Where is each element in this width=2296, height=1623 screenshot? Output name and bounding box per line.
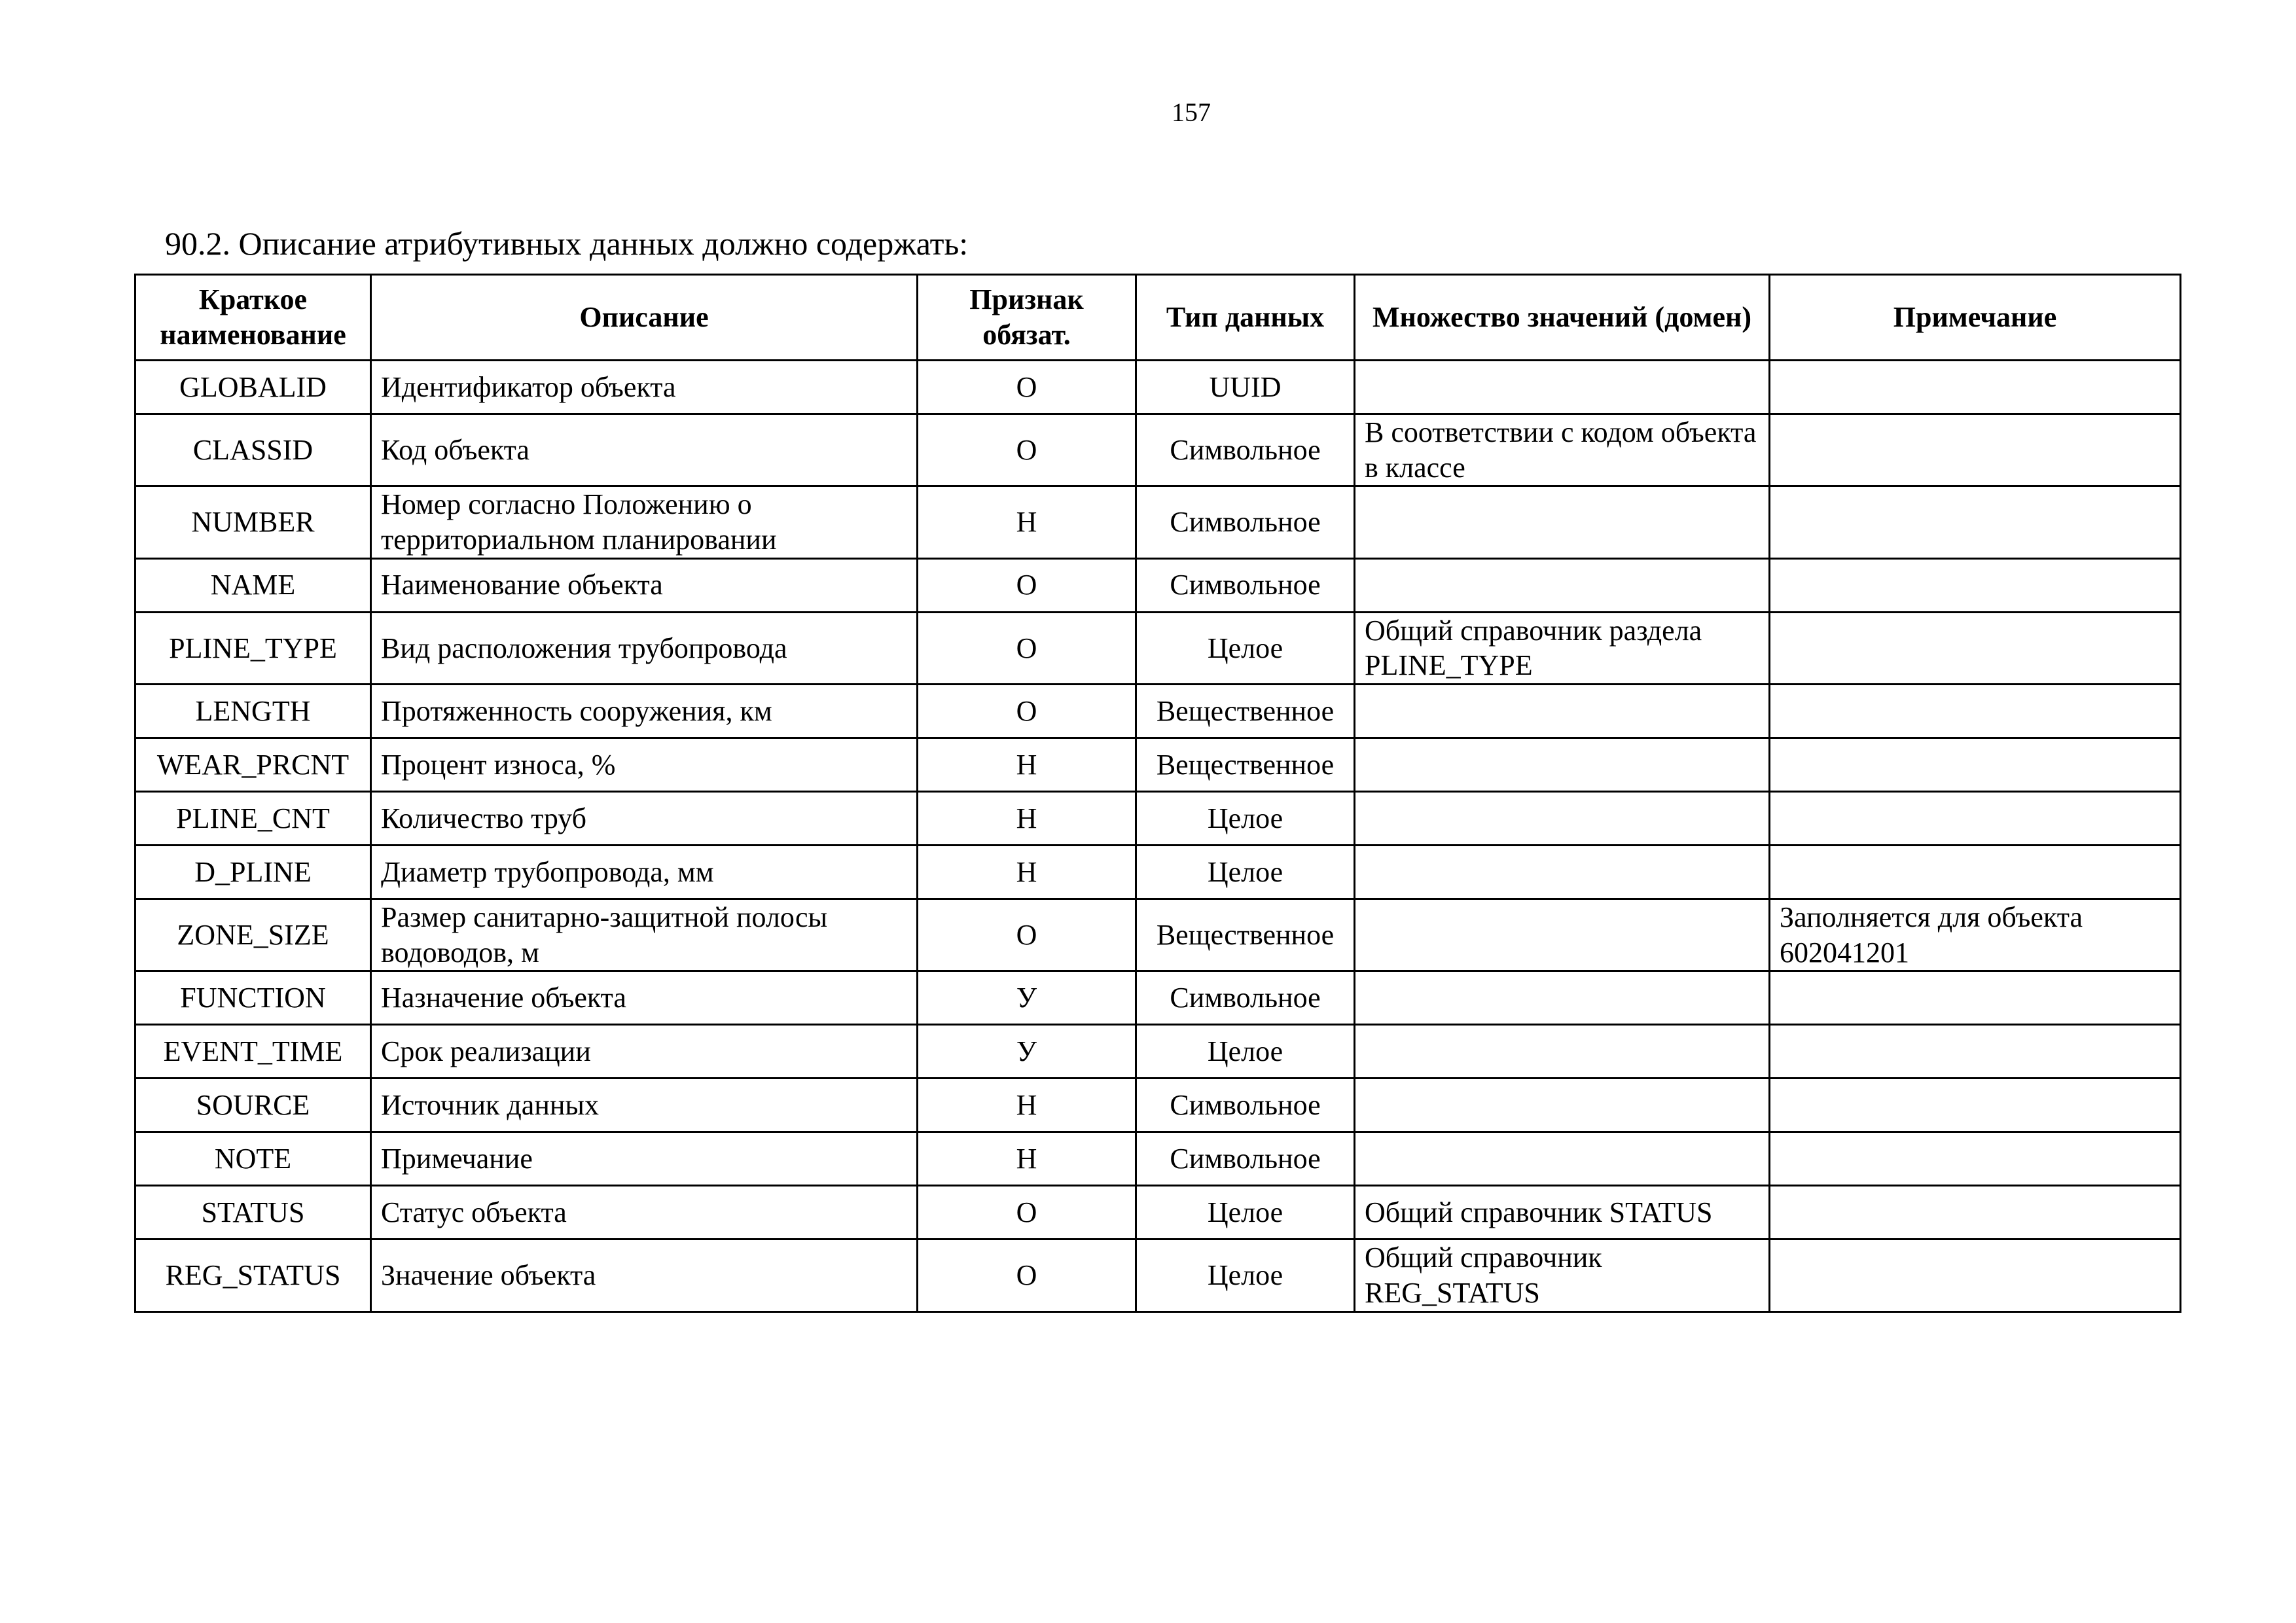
cell-note [1770,558,2181,612]
header-type: Тип данных [1136,275,1355,361]
table-row [135,738,2181,792]
cell-domain [1355,685,1770,738]
cell-required: У [918,971,1136,1025]
cell-type: Целое [1136,1025,1355,1079]
cell-type: Целое [1136,846,1355,899]
cell-domain [1355,1025,1770,1079]
cell-type: Символьное [1136,1132,1355,1186]
cell-type: Вещественное [1136,738,1355,792]
cell-note [1770,1025,2181,1079]
cell-required: Н [918,1132,1136,1186]
cell-domain [1355,792,1770,846]
cell-domain: Общий справочник раздела PLINE_TYPE [1355,612,1770,684]
cell-name: LENGTH [135,685,371,738]
cell-description: Процент износа, % [371,738,918,792]
cell-domain [1355,486,1770,558]
cell-note: Заполняется для объекта 602041201 [1770,899,2181,971]
cell-description: Номер согласно Положению о территориальном планировании [371,486,918,558]
table-header-row [135,275,2181,361]
cell-required: Н [918,792,1136,846]
cell-required: Н [918,1079,1136,1132]
table-row [135,361,2181,414]
cell-name: PLINE_CNT [135,792,371,846]
table-row [135,1132,2181,1186]
cell-type: Целое [1136,1240,1355,1311]
table-body [135,361,2181,1312]
cell-domain [1355,971,1770,1025]
cell-required: О [918,899,1136,971]
cell-name: SOURCE [135,1079,371,1132]
cell-required: О [918,414,1136,486]
cell-required: О [918,1240,1136,1311]
header-required: Признак обязат. [918,275,1136,361]
cell-description: Срок реализации [371,1025,918,1079]
cell-domain [1355,558,1770,612]
cell-domain [1355,899,1770,971]
cell-type: Целое [1136,792,1355,846]
cell-type: Вещественное [1136,685,1355,738]
cell-description: Диаметр трубопровода, мм [371,846,918,899]
cell-type: Символьное [1136,486,1355,558]
cell-type: Символьное [1136,558,1355,612]
cell-name: NAME [135,558,371,612]
cell-name: WEAR_PRCNT [135,738,371,792]
cell-domain [1355,1132,1770,1186]
cell-description: Статус объекта [371,1186,918,1240]
attributes-table [134,274,2181,1313]
cell-name: FUNCTION [135,971,371,1025]
cell-required: О [918,1186,1136,1240]
table-row [135,1186,2181,1240]
cell-description: Размер санитарно-защитной полосы водоводов, м [371,899,918,971]
cell-note [1770,1132,2181,1186]
cell-domain [1355,1079,1770,1132]
cell-description: Источник данных [371,1079,918,1132]
cell-description: Количество труб [371,792,918,846]
table-row [135,414,2181,486]
cell-type: Вещественное [1136,899,1355,971]
cell-note [1770,971,2181,1025]
cell-note [1770,1186,2181,1240]
cell-required: У [918,1025,1136,1079]
cell-type: Целое [1136,612,1355,684]
table-row [135,486,2181,558]
table-row [135,846,2181,899]
header-name: Краткое наименование [135,275,371,361]
cell-name: CLASSID [135,414,371,486]
cell-domain: В соответствии с кодом объекта в классе [1355,414,1770,486]
cell-description: Назначение объекта [371,971,918,1025]
table-row [135,899,2181,971]
cell-note [1770,792,2181,846]
cell-note [1770,361,2181,414]
table-row [135,792,2181,846]
cell-description: Вид расположения трубопровода [371,612,918,684]
cell-required: Н [918,486,1136,558]
cell-required: О [918,612,1136,684]
header-description: Описание [371,275,918,361]
cell-required: О [918,558,1136,612]
cell-note [1770,486,2181,558]
cell-note [1770,1079,2181,1132]
table-row [135,685,2181,738]
cell-name: NUMBER [135,486,371,558]
cell-domain: Общий справочник REG_STATUS [1355,1240,1770,1311]
header-note: Примечание [1770,275,2181,361]
cell-note [1770,414,2181,486]
cell-name: PLINE_TYPE [135,612,371,684]
cell-name: GLOBALID [135,361,371,414]
cell-name: EVENT_TIME [135,1025,371,1079]
cell-required: О [918,685,1136,738]
cell-description: Примечание [371,1132,918,1186]
cell-note [1770,1240,2181,1311]
cell-required: О [918,361,1136,414]
cell-domain [1355,361,1770,414]
cell-name: ZONE_SIZE [135,899,371,971]
header-domain: Множество значений (домен) [1355,275,1770,361]
cell-name: STATUS [135,1186,371,1240]
cell-note [1770,685,2181,738]
table-row [135,1240,2181,1311]
table-row [135,612,2181,684]
cell-description: Протяженность сооружения, км [371,685,918,738]
cell-note [1770,738,2181,792]
cell-description: Код объекта [371,414,918,486]
table-row [135,558,2181,612]
cell-type: Символьное [1136,1079,1355,1132]
cell-domain [1355,738,1770,792]
cell-type: Целое [1136,1186,1355,1240]
table-row [135,1025,2181,1079]
cell-required: Н [918,846,1136,899]
cell-type: Символьное [1136,971,1355,1025]
cell-domain [1355,846,1770,899]
cell-description: Наименование объекта [371,558,918,612]
cell-description: Значение объекта [371,1240,918,1311]
cell-note [1770,846,2181,899]
cell-type: UUID [1136,361,1355,414]
cell-domain: Общий справочник STATUS [1355,1186,1770,1240]
cell-type: Символьное [1136,414,1355,486]
cell-name: REG_STATUS [135,1240,371,1311]
table-row [135,1079,2181,1132]
section-intro: 90.2. Описание атрибутивных данных должно содержать: [165,225,969,262]
cell-note [1770,612,2181,684]
cell-required: Н [918,738,1136,792]
page-number: 157 [1172,98,1211,127]
cell-name: D_PLINE [135,846,371,899]
cell-name: NOTE [135,1132,371,1186]
cell-description: Идентификатор объекта [371,361,918,414]
table-row [135,971,2181,1025]
